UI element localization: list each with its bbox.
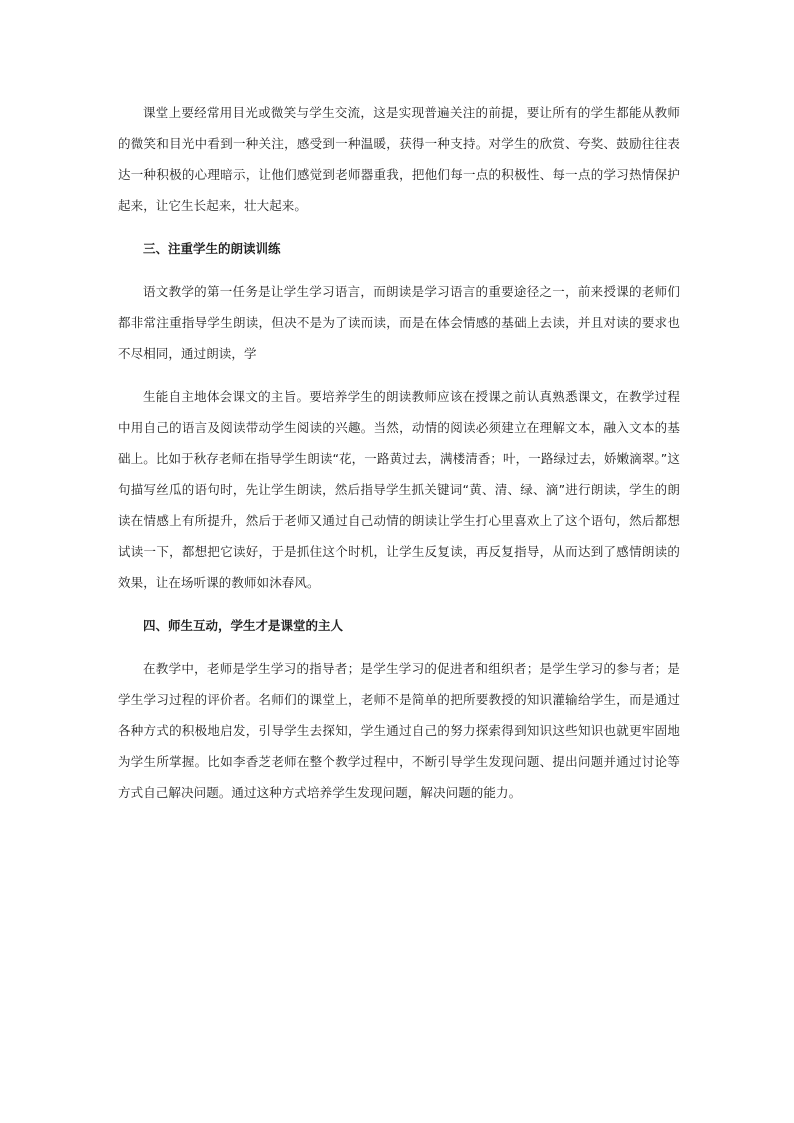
- document-body: [118, 97, 680, 820]
- section-heading-reading-training: 三、注重学生的朗读训练: [143, 241, 281, 256]
- paragraph-reading-intro: 语文教学的第一任务是让学生学习语言，而朗读是学习语言的重要途径之一，前来授课的老师们都非常注重指导学生朗读，但决不是为了读而读，而是在体会情感的基础上去读，并且对读的要求也不尽相同，通过朗读，学: [118, 284, 680, 361]
- section-heading-interaction: 四、师生互动，学生才是课堂的主人: [143, 618, 344, 633]
- paragraph-eye-contact: 课堂上要经常用目光或微笑与学生交流，这是实现普遍关注的前提，要让所有的学生都能从教师的微笑和目光中看到一种关注，感受到一种温暖，获得一种支持。对学生的欣赏、夸奖、鼓励往往表达一种积极的心理暗示，让他们感觉到老师器重我，把他们每一点的积极性、每一点的学习热情保护起来，让它生长起来，壮大起来。: [118, 105, 680, 213]
- paragraph-reading-example: 生能自主地体会课文的主旨。要培养学生的朗读教师应该在授课之前认真熟悉课文，在教学过程中用自己的语言及阅读带动学生阅读的兴趣。当然，动情的阅读必须建立在理解文本，融入文本的基础上。比如于秋存老师在指导学生朗读“花，一路黄过去，满楼清香；叶，一路绿过去，娇嫩滴翠。”这句描写丝瓜的语句时，先让学生朗读，然后指导学生抓关键词“黄、清、绿、滴”进行朗读，学生的朗读在情感上有所提升，然后于老师又通过自己动情的朗读让学生打心里喜欢上了这个语句，然后都想试读一下，都想把它读好，于是抓住这个时机，让学生反复读，再反复指导，从而达到了感情朗读的效果，让在场听课的教师如沐春风。: [118, 389, 680, 590]
- paragraph-interaction: 在教学中，老师是学生学习的指导者；是学生学习的促进者和组织者；是学生学习的参与者；是学生学习过程的评价者。名师们的课堂上，老师不是简单的把所要教授的知识灌输给学生，而是通过各种方式的积极地启发，引导学生去探知，学生通过自己的努力探索得到知识这些知识也就更牢固地为学生所掌握。比如李香芝老师在整个教学过程中，不断引导学生发现问题、提出问题并通过讨论等方式自己解决问题。通过这种方式培养学生发现问题，解决问题的能力。: [118, 661, 680, 800]
